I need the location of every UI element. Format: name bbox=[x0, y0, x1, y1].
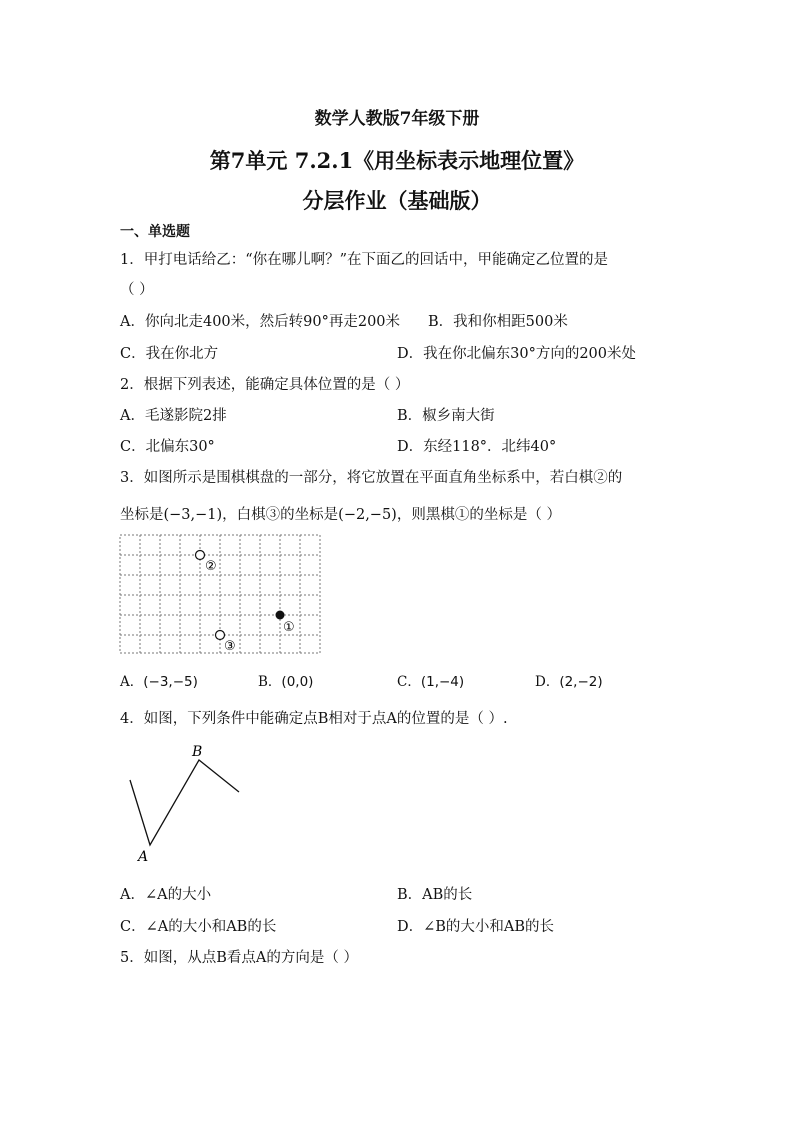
q3-option-b-letter: B． bbox=[258, 674, 282, 690]
q2-option-b: B．椒乡南大街 bbox=[397, 408, 495, 424]
q1-option-c: C．我在你北方 bbox=[120, 346, 219, 362]
section-heading: 一、单选题 bbox=[120, 224, 190, 240]
q3-option-c bbox=[397, 670, 464, 690]
q3-option-a bbox=[120, 670, 198, 690]
white-stone-2 bbox=[196, 551, 205, 560]
point-b-label: B bbox=[192, 744, 203, 760]
q3-option-d-letter: D． bbox=[535, 674, 560, 690]
label-stone-1: ① bbox=[283, 620, 295, 635]
q4-option-c: C．∠A的大小和AB的长 bbox=[120, 919, 277, 935]
q3-stem-line1: 3．如图所示是围棋棋盘的一部分，将它放置在平面直角坐标系中，若白棋②的 bbox=[120, 470, 623, 486]
q1-stem-line1: 1．甲打电话给乙：“你在哪儿啊？”在下面乙的回话中，甲能确定乙位置的是 bbox=[120, 252, 609, 268]
label-stone-3: ③ bbox=[224, 639, 236, 654]
q2-stem: 2．根据下列表述，能确定具体位置的是（ ） bbox=[120, 377, 410, 393]
q1-option-a: A．你向北走400米，然后转90°再走200米 bbox=[120, 314, 401, 330]
q1-option-b: B．我和你相距500米 bbox=[428, 314, 568, 330]
q4-option-b: B．AB的长 bbox=[397, 887, 473, 903]
doc-title-line2: 第7单元 7.2.1《用坐标表示地理位置》 bbox=[209, 148, 585, 173]
q4-option-d: D．∠B的大小和AB的长 bbox=[397, 919, 555, 935]
doc-title-line3: 分层作业（基础版） bbox=[302, 188, 492, 213]
q3-option-a-value: (−3,−5) bbox=[143, 674, 198, 690]
q3-option-a-letter: A． bbox=[120, 674, 144, 690]
q2-option-a: A．毛遂影院2排 bbox=[120, 408, 227, 424]
figure-lines bbox=[130, 760, 239, 845]
q3-option-b bbox=[258, 670, 313, 690]
label-stone-2: ② bbox=[205, 559, 217, 574]
q3-option-d bbox=[535, 670, 603, 690]
q2-option-c: C．北偏东30° bbox=[120, 439, 215, 455]
black-stone-1 bbox=[276, 611, 285, 620]
q3-stem-line2: 坐标是(−3,−1)，白棋③的坐标是(−2,−5)，则黑棋①的坐标是（ ） bbox=[120, 507, 561, 523]
q5-stem: 5．如图，从点B看点A的方向是（ ） bbox=[120, 950, 358, 966]
q3-option-c-value: (1,−4) bbox=[420, 674, 465, 690]
angle-figure bbox=[118, 740, 248, 866]
point-a-label: A bbox=[138, 849, 149, 865]
q4-option-a: A．∠A的大小 bbox=[120, 887, 212, 903]
q3-option-d-value: (2,−2) bbox=[559, 674, 603, 690]
q4-stem: 4．如图，下列条件中能确定点B相对于点A的位置的是（ ）. bbox=[120, 711, 508, 727]
q2-option-d: D．东经118°．北纬40° bbox=[397, 439, 557, 455]
q1-stem-line2: （ ） bbox=[120, 282, 154, 298]
go-board-figure bbox=[118, 533, 324, 657]
q1-option-d: D．我在你北偏东30°方向的200米处 bbox=[397, 346, 637, 362]
q3-option-c-letter: C． bbox=[397, 674, 421, 690]
q3-option-b-value: (0,0) bbox=[281, 674, 314, 690]
doc-title-line1: 数学人教版7年级下册 bbox=[314, 109, 480, 129]
